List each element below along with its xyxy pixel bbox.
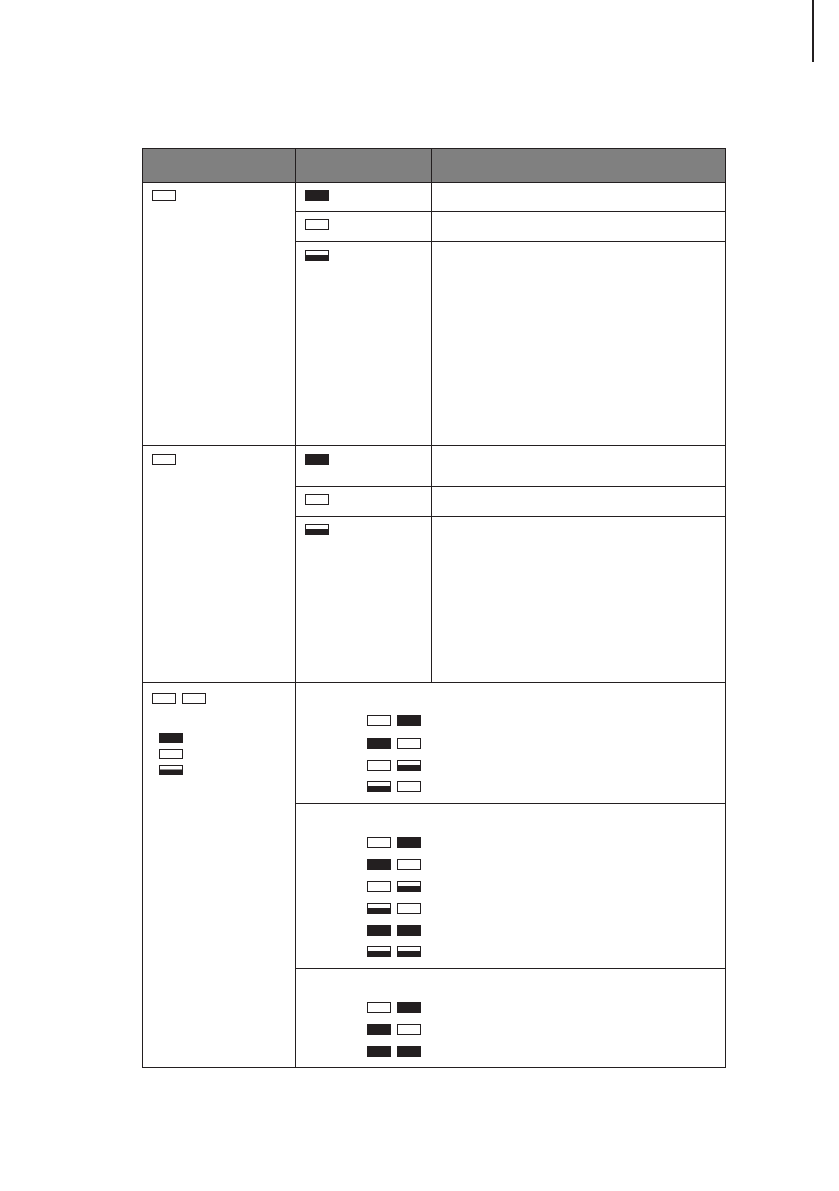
legend-indicator-off bbox=[159, 749, 183, 759]
indicator-blink bbox=[305, 524, 329, 535]
indicator-blink bbox=[397, 760, 421, 771]
indicator-on bbox=[367, 1046, 391, 1057]
rule bbox=[142, 182, 726, 183]
indicator-blink bbox=[367, 781, 391, 792]
table-header bbox=[142, 148, 726, 183]
indicator-off bbox=[367, 837, 391, 848]
indicator-off bbox=[367, 715, 391, 726]
indicator-on bbox=[367, 925, 391, 936]
indicator-off bbox=[397, 1024, 421, 1035]
indicator-on bbox=[367, 738, 391, 749]
indicator-on bbox=[397, 715, 421, 726]
indicator-off bbox=[397, 903, 421, 914]
table-border-bottom bbox=[142, 1067, 726, 1068]
indicator-off bbox=[367, 1002, 391, 1013]
indicator-off bbox=[397, 859, 421, 870]
indicator-blink bbox=[397, 946, 421, 957]
rule bbox=[295, 241, 726, 242]
table-border-left bbox=[142, 148, 143, 1068]
rule bbox=[295, 211, 726, 212]
indicator-on bbox=[305, 454, 329, 465]
indicator-blink bbox=[367, 903, 391, 914]
indicator-on bbox=[367, 859, 391, 870]
rule bbox=[295, 968, 726, 969]
indicator-on bbox=[305, 190, 329, 201]
indicator-off bbox=[305, 219, 329, 230]
rule bbox=[295, 803, 726, 804]
rule bbox=[295, 486, 726, 487]
indicator-blink bbox=[305, 250, 329, 261]
rule bbox=[142, 682, 726, 683]
table-border-right bbox=[725, 148, 726, 1068]
indicator-on bbox=[397, 1046, 421, 1057]
indicator-on bbox=[397, 1002, 421, 1013]
indicator-on bbox=[397, 837, 421, 848]
legend-indicator-blink bbox=[159, 765, 183, 775]
indicator-on bbox=[397, 925, 421, 936]
rule bbox=[295, 516, 726, 517]
crop-mark bbox=[812, 0, 814, 62]
indicator-off bbox=[305, 494, 329, 505]
indicator-off bbox=[182, 693, 206, 704]
indicator-off bbox=[367, 881, 391, 892]
indicator-blink bbox=[397, 881, 421, 892]
indicator-off bbox=[152, 190, 176, 201]
column-divider-2 bbox=[431, 148, 432, 682]
indicator-blink bbox=[367, 946, 391, 957]
rule bbox=[142, 445, 726, 446]
table-border-top bbox=[142, 148, 726, 149]
indicator-on bbox=[367, 1024, 391, 1035]
legend-indicator-on bbox=[159, 733, 183, 743]
column-divider-1 bbox=[295, 148, 296, 1068]
indicator-off bbox=[152, 693, 176, 704]
indicator-off bbox=[397, 738, 421, 749]
indicator-off bbox=[397, 781, 421, 792]
indicator-off bbox=[152, 454, 176, 465]
indicator-off bbox=[367, 760, 391, 771]
